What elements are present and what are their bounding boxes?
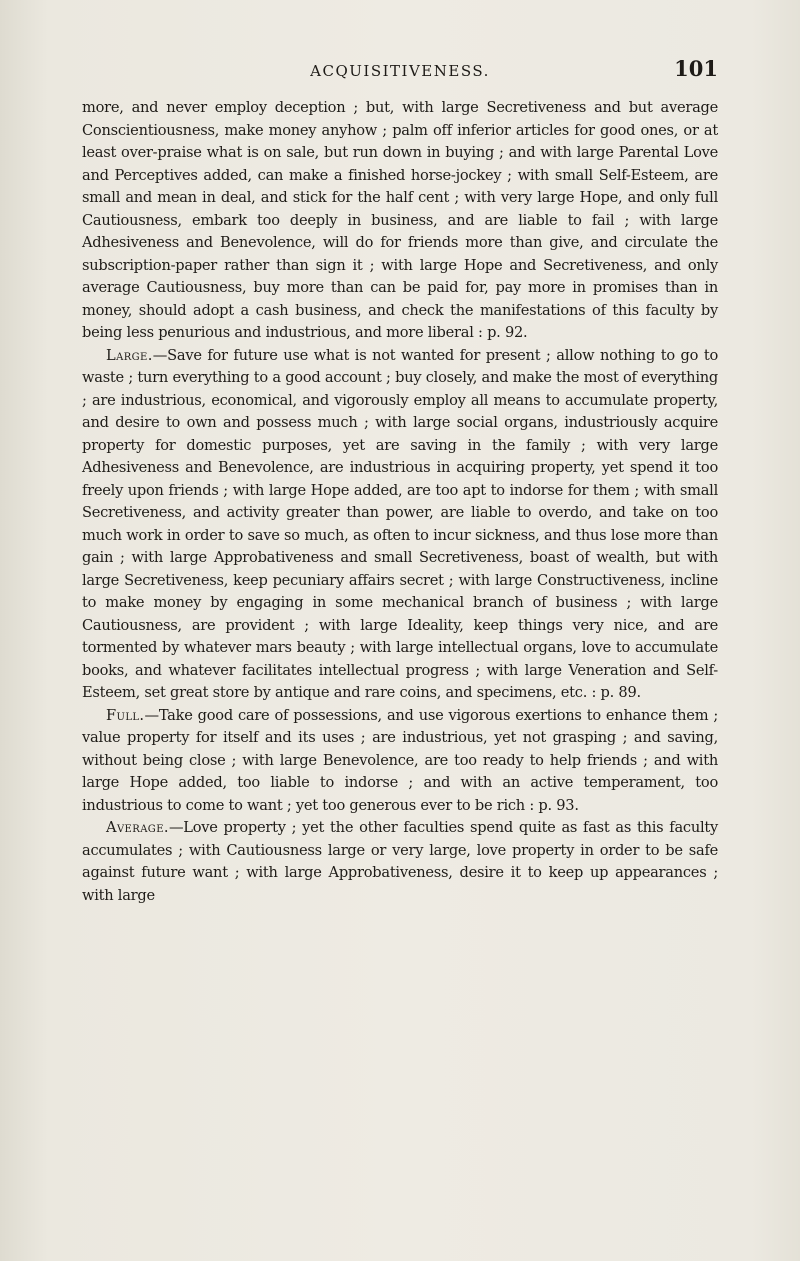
- paragraph-large: [82, 345, 718, 705]
- body-text: [82, 97, 718, 907]
- paragraph-text: —Love property ; yet the other faculties spend quite as fast as this faculty accumulates ; with Cautiousness large or very large, love property in order to be safe against future want ; with large Approbativeness, desire it to keep up appearances ; with large: [82, 819, 718, 904]
- section-label-full: Full.: [106, 706, 145, 724]
- running-head: [82, 56, 718, 88]
- section-label-average: Average.: [106, 819, 169, 836]
- section-label-large: Large.: [106, 346, 153, 364]
- paragraph-average: [82, 817, 718, 907]
- page-number: 101: [674, 56, 718, 81]
- paragraph-text: more, and never employ deception ; but, with large Secretiveness and but average Conscientiousness, make money anyhow ; palm off inferior articles for good ones, or at least over-praise what is on sale, but run down in buying ; and with large Parental Love and Perceptives added, can make a finished horse-jockey ; with small Self-Esteem, are small and mean in deal, and stick for the half cent ; with very large Hope, and only full Cautiousness, embark too deeply in business, and are liable to fail ; with large Adhesiveness and Benevolence, will do for friends more than give, and circulate the subscription-paper rather than sign it ; with large Hope and Secretiveness, and only average Cautiousness, buy more than can be paid for, pay more in promises than in money, should adopt a cash business, and check the manifestations of this faculty by being less penurious and industrious, and more liberal : p. 92.: [82, 99, 718, 341]
- paragraph-text: —Take good care of possessions, and use vigorous exertions to enhance them ; value property for itself and its uses ; are industrious, yet not grasping ; and saving, without being close ; with large Benevolence, are too ready to help friends ; and with large Hope added, too liable to indorse ; and with an active temperament, too industrious to come to want ; yet too generous ever to be rich : p. 93.: [82, 706, 718, 814]
- paragraph-continuation: [82, 97, 718, 345]
- paragraph-full: [82, 705, 718, 818]
- paragraph-text: —Save for future use what is not wanted for present ; allow nothing to go to waste ; turn everything to a good account ; buy closely, and make the most of everything ; are industrious, economical, and vigorously employ all means to accumulate property, and desire to own and possess much ; with large social organs, industriously acquire property for domestic purposes, yet are saving in the family ; with very large Adhesiveness and Benevolence, are industrious in acquiring property, yet spend it too freely upon friends ; with large Hope added, are too apt to indorse for them ; with small Secretiveness, and activity greater than power, are liable to overdo, and take on too much work in order to save so much, as often to incur sickness, and thus lose more than gain ; with large Approbativeness and small Secretiveness, boast of wealth, but with large Secretiveness, keep pecuniary affairs secret ; with large Constructiveness, incline to make money by engaging in some mechanical branch of business ; with large Cautiousness, are provident ; with large Ideality, keep things very nice, and are tormented by whatever mars beauty ; with large intellectual organs, love to accumulate books, and whatever facilitates intellectual progress ; with large Veneration and Self-Esteem, set great store by antique and rare coins, and specimens, etc. : p. 89.: [82, 346, 718, 701]
- chapter-title: ACQUISITIVENESS.: [310, 62, 490, 80]
